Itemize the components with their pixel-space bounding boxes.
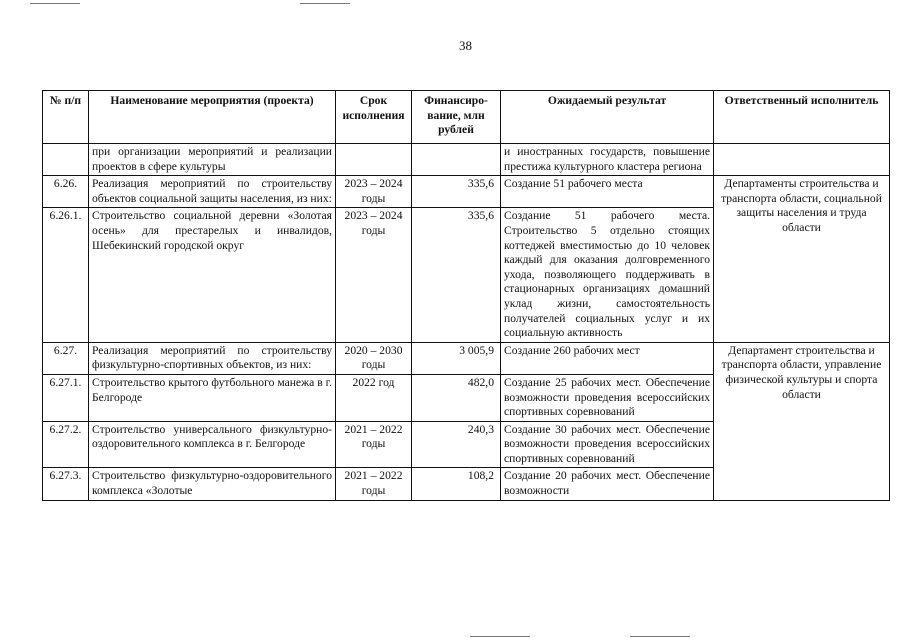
row-financing: 108,2 [412, 468, 501, 500]
row-result: Создание 260 рабочих мест [501, 342, 714, 374]
row-result: Создание 51 рабочего места [501, 176, 714, 208]
row-number [43, 144, 89, 176]
row-name: при организации мероприятий и реализации проектов в сфере культуры [89, 144, 336, 176]
table-row [43, 342, 890, 374]
scan-mark [630, 636, 690, 637]
row-financing [412, 144, 501, 176]
row-result: Создание 30 рабочих мест. Обеспечение возможности проведения всероссийских спортивных соревнований [501, 421, 714, 468]
row-term: 2022 год [336, 374, 412, 421]
table-row [43, 144, 890, 176]
table-header-row [43, 91, 890, 144]
scan-mark [300, 3, 350, 4]
row-name: Реализация мероприятий по строительству объектов социальной защиты населения, из них: [89, 176, 336, 208]
row-name: Строительство физкультурно-оздоровительного комплекса «Золотые [89, 468, 336, 500]
header-number: № п/п [43, 91, 89, 144]
row-financing: 335,6 [412, 176, 501, 208]
row-name: Строительство универсального физкультурно-оздоровительного комплекса в г. Белгороде [89, 421, 336, 468]
row-term: 2023 – 2024 годы [336, 208, 412, 342]
row-number: 6.26.1. [43, 208, 89, 342]
header-result: Ожидаемый результат [501, 91, 714, 144]
row-name: Строительство крытого футбольного манежа в г. Белгороде [89, 374, 336, 421]
row-term [336, 144, 412, 176]
table-row [43, 176, 890, 208]
row-result: Создание 20 рабочих мест. Обеспечение возможности [501, 468, 714, 500]
row-financing: 3 005,9 [412, 342, 501, 374]
row-number: 6.27. [43, 342, 89, 374]
row-financing: 335,6 [412, 208, 501, 342]
row-term: 2021 – 2022 годы [336, 468, 412, 500]
page-number: 38 [459, 38, 472, 53]
row-financing: 482,0 [412, 374, 501, 421]
header-term: Срок исполнения [336, 91, 412, 144]
row-responsible [714, 144, 890, 176]
activities-table [42, 90, 890, 501]
row-number: 6.26. [43, 176, 89, 208]
row-responsible: Департамент строительства и транспорта области, управление физической культуры и спорта области [714, 342, 890, 500]
row-result: и иностранных государств, повышение престижа культурного кластера региона [501, 144, 714, 176]
row-term: 2023 – 2024 годы [336, 176, 412, 208]
row-number: 6.27.3. [43, 468, 89, 500]
row-result: Создание 25 рабочих мест. Обеспечение возможности проведения всероссийских спортивных соревнований [501, 374, 714, 421]
row-responsible: Департаменты строительства и транспорта области, социальной защиты населения и труда области [714, 176, 890, 343]
header-financing: Финансиро-вание, млн рублей [412, 91, 501, 144]
row-name: Строительство социальной деревни «Золотая осень» для престарелых и инвалидов, Шебекинский городской округ [89, 208, 336, 342]
row-financing: 240,3 [412, 421, 501, 468]
row-number: 6.27.1. [43, 374, 89, 421]
row-result: Создание 51 рабочего места. Строительство 5 отдельно стоящих коттеджей вместимостью до 10 человек каждый для оказания долговременного ухода, позволяющего поддерживать в стационарных организациях домашний уклад жизни, самостоятельность получателей социальных услуг и их социальную активность [501, 208, 714, 342]
row-term: 2020 – 2030 годы [336, 342, 412, 374]
row-name: Реализация мероприятий по строительству физкультурно-спортивных объектов, из них: [89, 342, 336, 374]
row-number: 6.27.2. [43, 421, 89, 468]
scan-mark [470, 636, 530, 637]
row-term: 2021 – 2022 годы [336, 421, 412, 468]
scan-mark [30, 3, 80, 4]
header-responsible: Ответственный исполнитель [714, 91, 890, 144]
header-name: Наименование мероприятия (проекта) [89, 91, 336, 144]
